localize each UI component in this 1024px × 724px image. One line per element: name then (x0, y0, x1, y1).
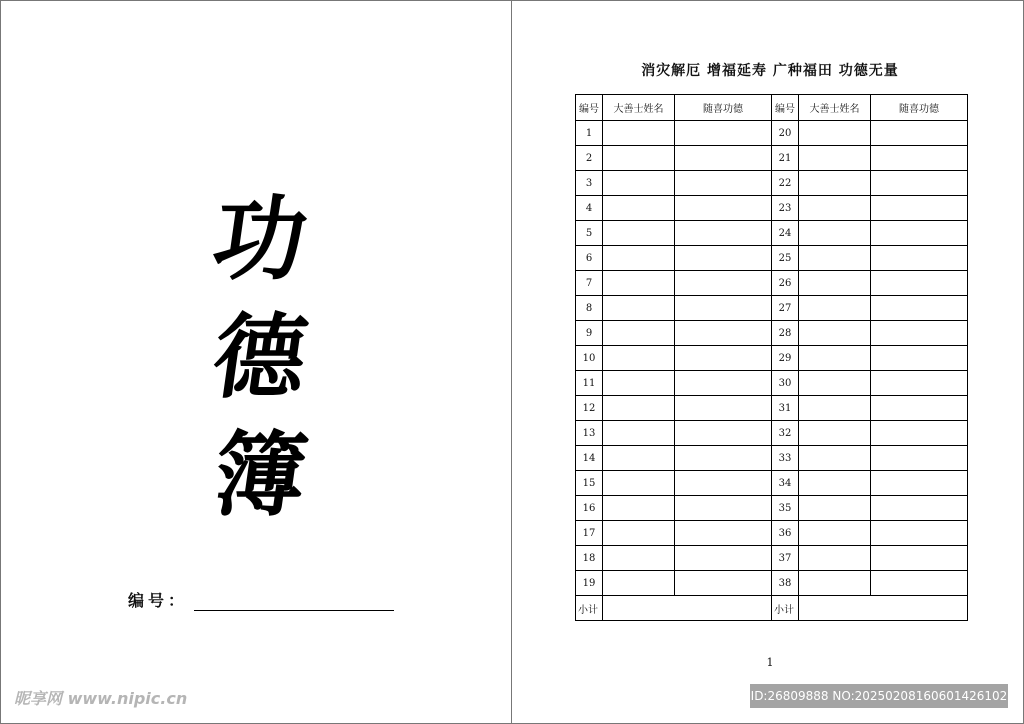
row-number-left: 18 (576, 546, 603, 571)
donor-name-cell-right[interactable] (799, 446, 871, 471)
row-number-left: 5 (576, 221, 603, 246)
ledger-row (576, 246, 968, 271)
header-no-right: 编号 (772, 95, 799, 121)
ledger-row (576, 171, 968, 196)
merit-cell-left[interactable] (675, 296, 772, 321)
merit-cell-left[interactable] (675, 171, 772, 196)
merit-cell-right[interactable] (871, 546, 968, 571)
row-number-left: 11 (576, 371, 603, 396)
merit-cell-right[interactable] (871, 296, 968, 321)
header-name-right: 大善士姓名 (799, 95, 871, 121)
merit-cell-left[interactable] (675, 371, 772, 396)
merit-cell-right[interactable] (871, 371, 968, 396)
row-number-left: 4 (576, 196, 603, 221)
donor-name-cell-left[interactable] (603, 471, 675, 496)
cover-title-char-1: 功 (206, 185, 314, 293)
row-number-left: 16 (576, 496, 603, 521)
donor-name-cell-left[interactable] (603, 171, 675, 196)
merit-cell-left[interactable] (675, 421, 772, 446)
subtotal-label-right: 小计 (772, 596, 799, 621)
merit-cell-right[interactable] (871, 221, 968, 246)
donor-name-cell-right[interactable] (799, 221, 871, 246)
ledger-row (576, 571, 968, 596)
ledger-row (576, 346, 968, 371)
row-number-right: 29 (772, 346, 799, 371)
donor-name-cell-left[interactable] (603, 446, 675, 471)
ledger-row (576, 271, 968, 296)
donor-name-cell-right[interactable] (799, 146, 871, 171)
row-number-left: 9 (576, 321, 603, 346)
row-number-left: 7 (576, 271, 603, 296)
id-watermark: ID:26809888 NO:20250208160601426102 (750, 684, 1008, 708)
row-number-right: 36 (772, 521, 799, 546)
row-number-left: 14 (576, 446, 603, 471)
page-number: 1 (766, 656, 774, 669)
site-watermark: 昵享网 www.nipic.cn (14, 689, 188, 708)
subtotal-cell-right[interactable] (799, 596, 968, 621)
header-no-left: 编号 (576, 95, 603, 121)
donor-name-cell-right[interactable] (799, 496, 871, 521)
merit-cell-right[interactable] (871, 471, 968, 496)
row-number-left: 2 (576, 146, 603, 171)
merit-cell-right[interactable] (871, 121, 968, 146)
ledger-row (576, 421, 968, 446)
ledger-row (576, 146, 968, 171)
ledger-row (576, 371, 968, 396)
donor-name-cell-left[interactable] (603, 146, 675, 171)
donor-name-cell-right[interactable] (799, 396, 871, 421)
merit-cell-right[interactable] (871, 146, 968, 171)
donor-name-cell-left[interactable] (603, 246, 675, 271)
cover-number-field[interactable] (194, 590, 394, 611)
header-name-left: 大善士姓名 (603, 95, 675, 121)
row-number-right: 24 (772, 221, 799, 246)
merit-cell-left[interactable] (675, 271, 772, 296)
merit-cell-right[interactable] (871, 271, 968, 296)
row-number-right: 38 (772, 571, 799, 596)
row-number-left: 12 (576, 396, 603, 421)
donor-name-cell-left[interactable] (603, 546, 675, 571)
ledger-row (576, 296, 968, 321)
row-number-right: 37 (772, 546, 799, 571)
ledger-row (576, 196, 968, 221)
donor-name-cell-left[interactable] (603, 296, 675, 321)
donor-name-cell-right[interactable] (799, 421, 871, 446)
row-number-left: 1 (576, 121, 603, 146)
merit-cell-right[interactable] (871, 171, 968, 196)
subtotal-cell-left[interactable] (603, 596, 772, 621)
donor-name-cell-left[interactable] (603, 496, 675, 521)
ledger-row (576, 546, 968, 571)
merit-cell-left[interactable] (675, 321, 772, 346)
donor-name-cell-left[interactable] (603, 396, 675, 421)
row-number-left: 8 (576, 296, 603, 321)
merit-cell-right[interactable] (871, 421, 968, 446)
row-number-left: 17 (576, 521, 603, 546)
row-number-right: 33 (772, 446, 799, 471)
donor-name-cell-right[interactable] (799, 546, 871, 571)
donor-name-cell-left[interactable] (603, 121, 675, 146)
merit-cell-right[interactable] (871, 446, 968, 471)
row-number-right: 32 (772, 421, 799, 446)
row-number-right: 31 (772, 396, 799, 421)
donor-name-cell-right[interactable] (799, 121, 871, 146)
merit-cell-left[interactable] (675, 246, 772, 271)
cover-title-char-3: 簿 (206, 421, 314, 529)
donor-name-cell-right[interactable] (799, 271, 871, 296)
merit-cell-right[interactable] (871, 321, 968, 346)
merit-cell-right[interactable] (871, 346, 968, 371)
donor-name-cell-right[interactable] (799, 246, 871, 271)
row-number-left: 3 (576, 171, 603, 196)
ledger-table (575, 94, 968, 621)
ledger-row (576, 221, 968, 246)
ledger-row (576, 496, 968, 521)
ledger-row (576, 521, 968, 546)
donor-name-cell-left[interactable] (603, 221, 675, 246)
donor-name-cell-right[interactable] (799, 321, 871, 346)
ledger-row (576, 471, 968, 496)
cover-title-char-2: 德 (206, 303, 314, 411)
row-number-left: 6 (576, 246, 603, 271)
row-number-left: 19 (576, 571, 603, 596)
donor-name-cell-right[interactable] (799, 371, 871, 396)
row-number-right: 27 (772, 296, 799, 321)
merit-cell-left[interactable] (675, 496, 772, 521)
donor-name-cell-left[interactable] (603, 521, 675, 546)
merit-cell-left[interactable] (675, 546, 772, 571)
row-number-left: 13 (576, 421, 603, 446)
cover-number-label: 编号： (128, 591, 189, 610)
merit-cell-right[interactable] (871, 246, 968, 271)
donor-name-cell-left[interactable] (603, 321, 675, 346)
donor-name-cell-right[interactable] (799, 296, 871, 321)
ledger-row (576, 396, 968, 421)
row-number-right: 34 (772, 471, 799, 496)
header-merit-right: 随喜功德 (871, 95, 968, 121)
row-number-right: 35 (772, 496, 799, 521)
subtotal-label-left: 小计 (576, 596, 603, 621)
donor-name-cell-left[interactable] (603, 196, 675, 221)
merit-cell-right[interactable] (871, 571, 968, 596)
ledger-row (576, 121, 968, 146)
merit-cell-left[interactable] (675, 146, 772, 171)
merit-cell-left[interactable] (675, 471, 772, 496)
donor-name-cell-left[interactable] (603, 421, 675, 446)
merit-cell-right[interactable] (871, 521, 968, 546)
row-number-right: 30 (772, 371, 799, 396)
merit-cell-left[interactable] (675, 346, 772, 371)
row-number-right: 20 (772, 121, 799, 146)
merit-cell-left[interactable] (675, 396, 772, 421)
row-number-right: 21 (772, 146, 799, 171)
donor-name-cell-right[interactable] (799, 346, 871, 371)
merit-cell-left[interactable] (675, 521, 772, 546)
merit-cell-left[interactable] (675, 121, 772, 146)
merit-cell-left[interactable] (675, 221, 772, 246)
row-number-right: 25 (772, 246, 799, 271)
merit-cell-left[interactable] (675, 571, 772, 596)
page-divider (511, 0, 512, 724)
merit-cell-right[interactable] (871, 496, 968, 521)
row-number-left: 15 (576, 471, 603, 496)
row-number-right: 22 (772, 171, 799, 196)
header-merit-left: 随喜功德 (675, 95, 772, 121)
cover-title (200, 180, 320, 534)
donor-name-cell-right[interactable] (799, 571, 871, 596)
donor-name-cell-right[interactable] (799, 196, 871, 221)
merit-cell-right[interactable] (871, 396, 968, 421)
ledger-row (576, 321, 968, 346)
donor-name-cell-left[interactable] (603, 371, 675, 396)
ledger-body (576, 121, 968, 596)
row-number-left: 10 (576, 346, 603, 371)
row-number-right: 28 (772, 321, 799, 346)
donor-name-cell-left[interactable] (603, 346, 675, 371)
merit-cell-right[interactable] (871, 196, 968, 221)
donor-name-cell-left[interactable] (603, 571, 675, 596)
row-number-right: 23 (772, 196, 799, 221)
donor-name-cell-right[interactable] (799, 171, 871, 196)
donor-name-cell-right[interactable] (799, 471, 871, 496)
merit-cell-left[interactable] (675, 196, 772, 221)
donor-name-cell-right[interactable] (799, 521, 871, 546)
cover-number-row (128, 588, 394, 611)
row-number-right: 26 (772, 271, 799, 296)
merit-cell-left[interactable] (675, 446, 772, 471)
ledger-header-row (576, 95, 968, 121)
ledger-motto: 消灾解厄 增福延寿 广种福田 功德无量 (641, 63, 899, 79)
ledger-subtotal-row (576, 596, 968, 621)
donor-name-cell-left[interactable] (603, 271, 675, 296)
ledger-row (576, 446, 968, 471)
